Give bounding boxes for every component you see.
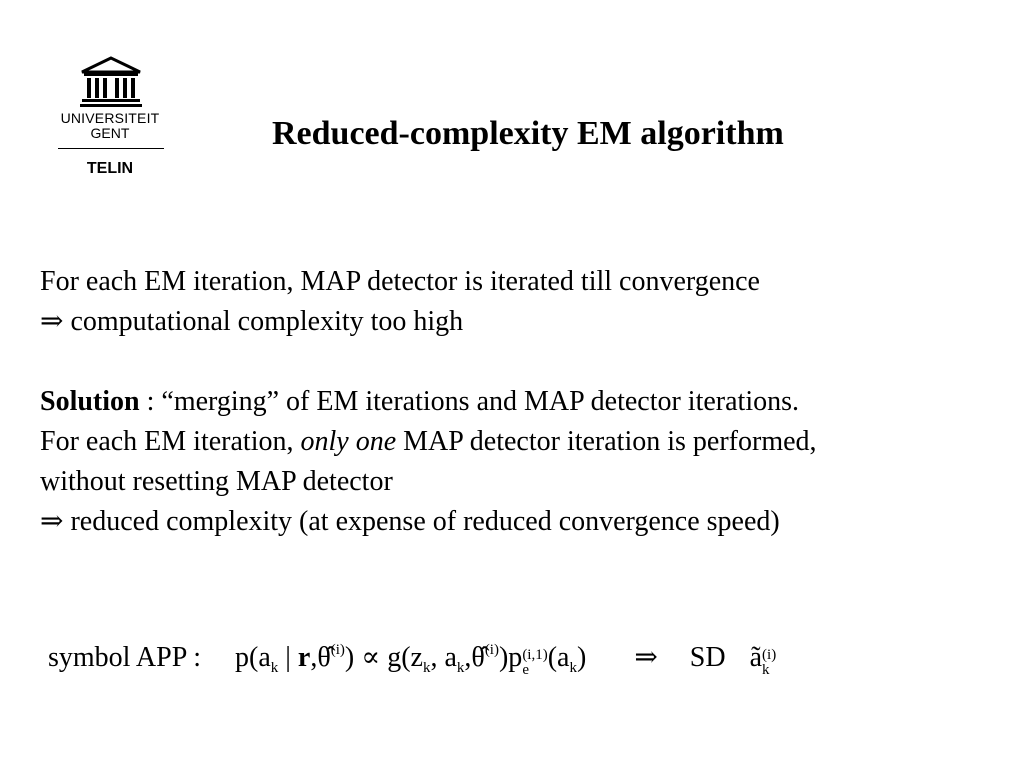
- body-line-4-a: For each EM iteration,: [40, 426, 301, 457]
- formula-sub-k: k: [270, 660, 279, 676]
- solution-label: Solution: [40, 386, 140, 417]
- body-line-2: [40, 302, 1000, 342]
- formula-implies-arrow: ⇒: [634, 642, 658, 673]
- formula-sup-i: (i): [762, 647, 777, 663]
- department-name: TELIN: [86, 160, 134, 177]
- formula-pe-scripts: [522, 648, 547, 678]
- implies-arrow: ⇒: [40, 306, 64, 337]
- formula-sd: SD: [689, 642, 726, 673]
- formula-r-vector: r: [297, 642, 311, 673]
- formula-sup-i1: (i,1): [522, 647, 548, 663]
- formula-p-open: p(a: [235, 642, 271, 673]
- formula-sub-k: k: [762, 662, 770, 678]
- university-name: UNIVERSITEIT: [60, 110, 160, 126]
- formula-sup-i: (i): [330, 642, 345, 658]
- implies-arrow: ⇒: [40, 506, 64, 537]
- body-line-1: For each EM iteration, MAP detector is iterated till convergence: [40, 266, 760, 297]
- formula-a-tilde-scripts: [762, 648, 776, 678]
- formula-label: symbol APP :: [48, 642, 202, 673]
- solution-text: : “merging” of EM iterations and MAP detector iterations.: [139, 386, 800, 417]
- paragraph-gap: [40, 342, 1000, 382]
- body-line-4-emphasis: only one: [300, 426, 397, 457]
- formula-sub-k: k: [422, 660, 431, 676]
- formula-sub-k: k: [456, 660, 465, 676]
- formula-a-open: (a: [547, 642, 570, 673]
- app-formula: [48, 628, 988, 690]
- body-line-4-b: MAP detector iteration is performed,: [396, 426, 817, 457]
- university-city: GENT: [90, 125, 130, 141]
- body-line-4: [40, 422, 1000, 462]
- formula-prop: ) ∝ g(z: [344, 642, 423, 673]
- body-line-6-text: reduced complexity (at expense of reduced convergence speed): [63, 506, 780, 537]
- slide-title: Reduced-complexity EM algorithm: [272, 115, 784, 152]
- formula-close-p: )p: [498, 642, 523, 673]
- body-line-5: without resetting MAP detector: [40, 466, 393, 497]
- logo-divider: [58, 148, 164, 149]
- body-line-2-text: computational complexity too high: [63, 306, 464, 337]
- formula-sub-e: e: [522, 662, 529, 678]
- formula-comma-a: , a: [430, 642, 457, 673]
- building-icon: [80, 56, 142, 108]
- university-logo: [40, 56, 180, 186]
- slide-body: [40, 262, 1000, 542]
- formula-theta: ,θ̂: [464, 642, 485, 673]
- formula-bar: |: [278, 642, 298, 673]
- formula-close: ): [577, 642, 587, 673]
- solution-line: [40, 382, 1000, 422]
- body-line-6: [40, 502, 1000, 542]
- formula-a-tilde: ã: [749, 642, 763, 673]
- formula-sup-i: (i): [484, 642, 499, 658]
- formula-theta: ,θ̂: [310, 642, 331, 673]
- formula-sub-k: k: [569, 660, 577, 676]
